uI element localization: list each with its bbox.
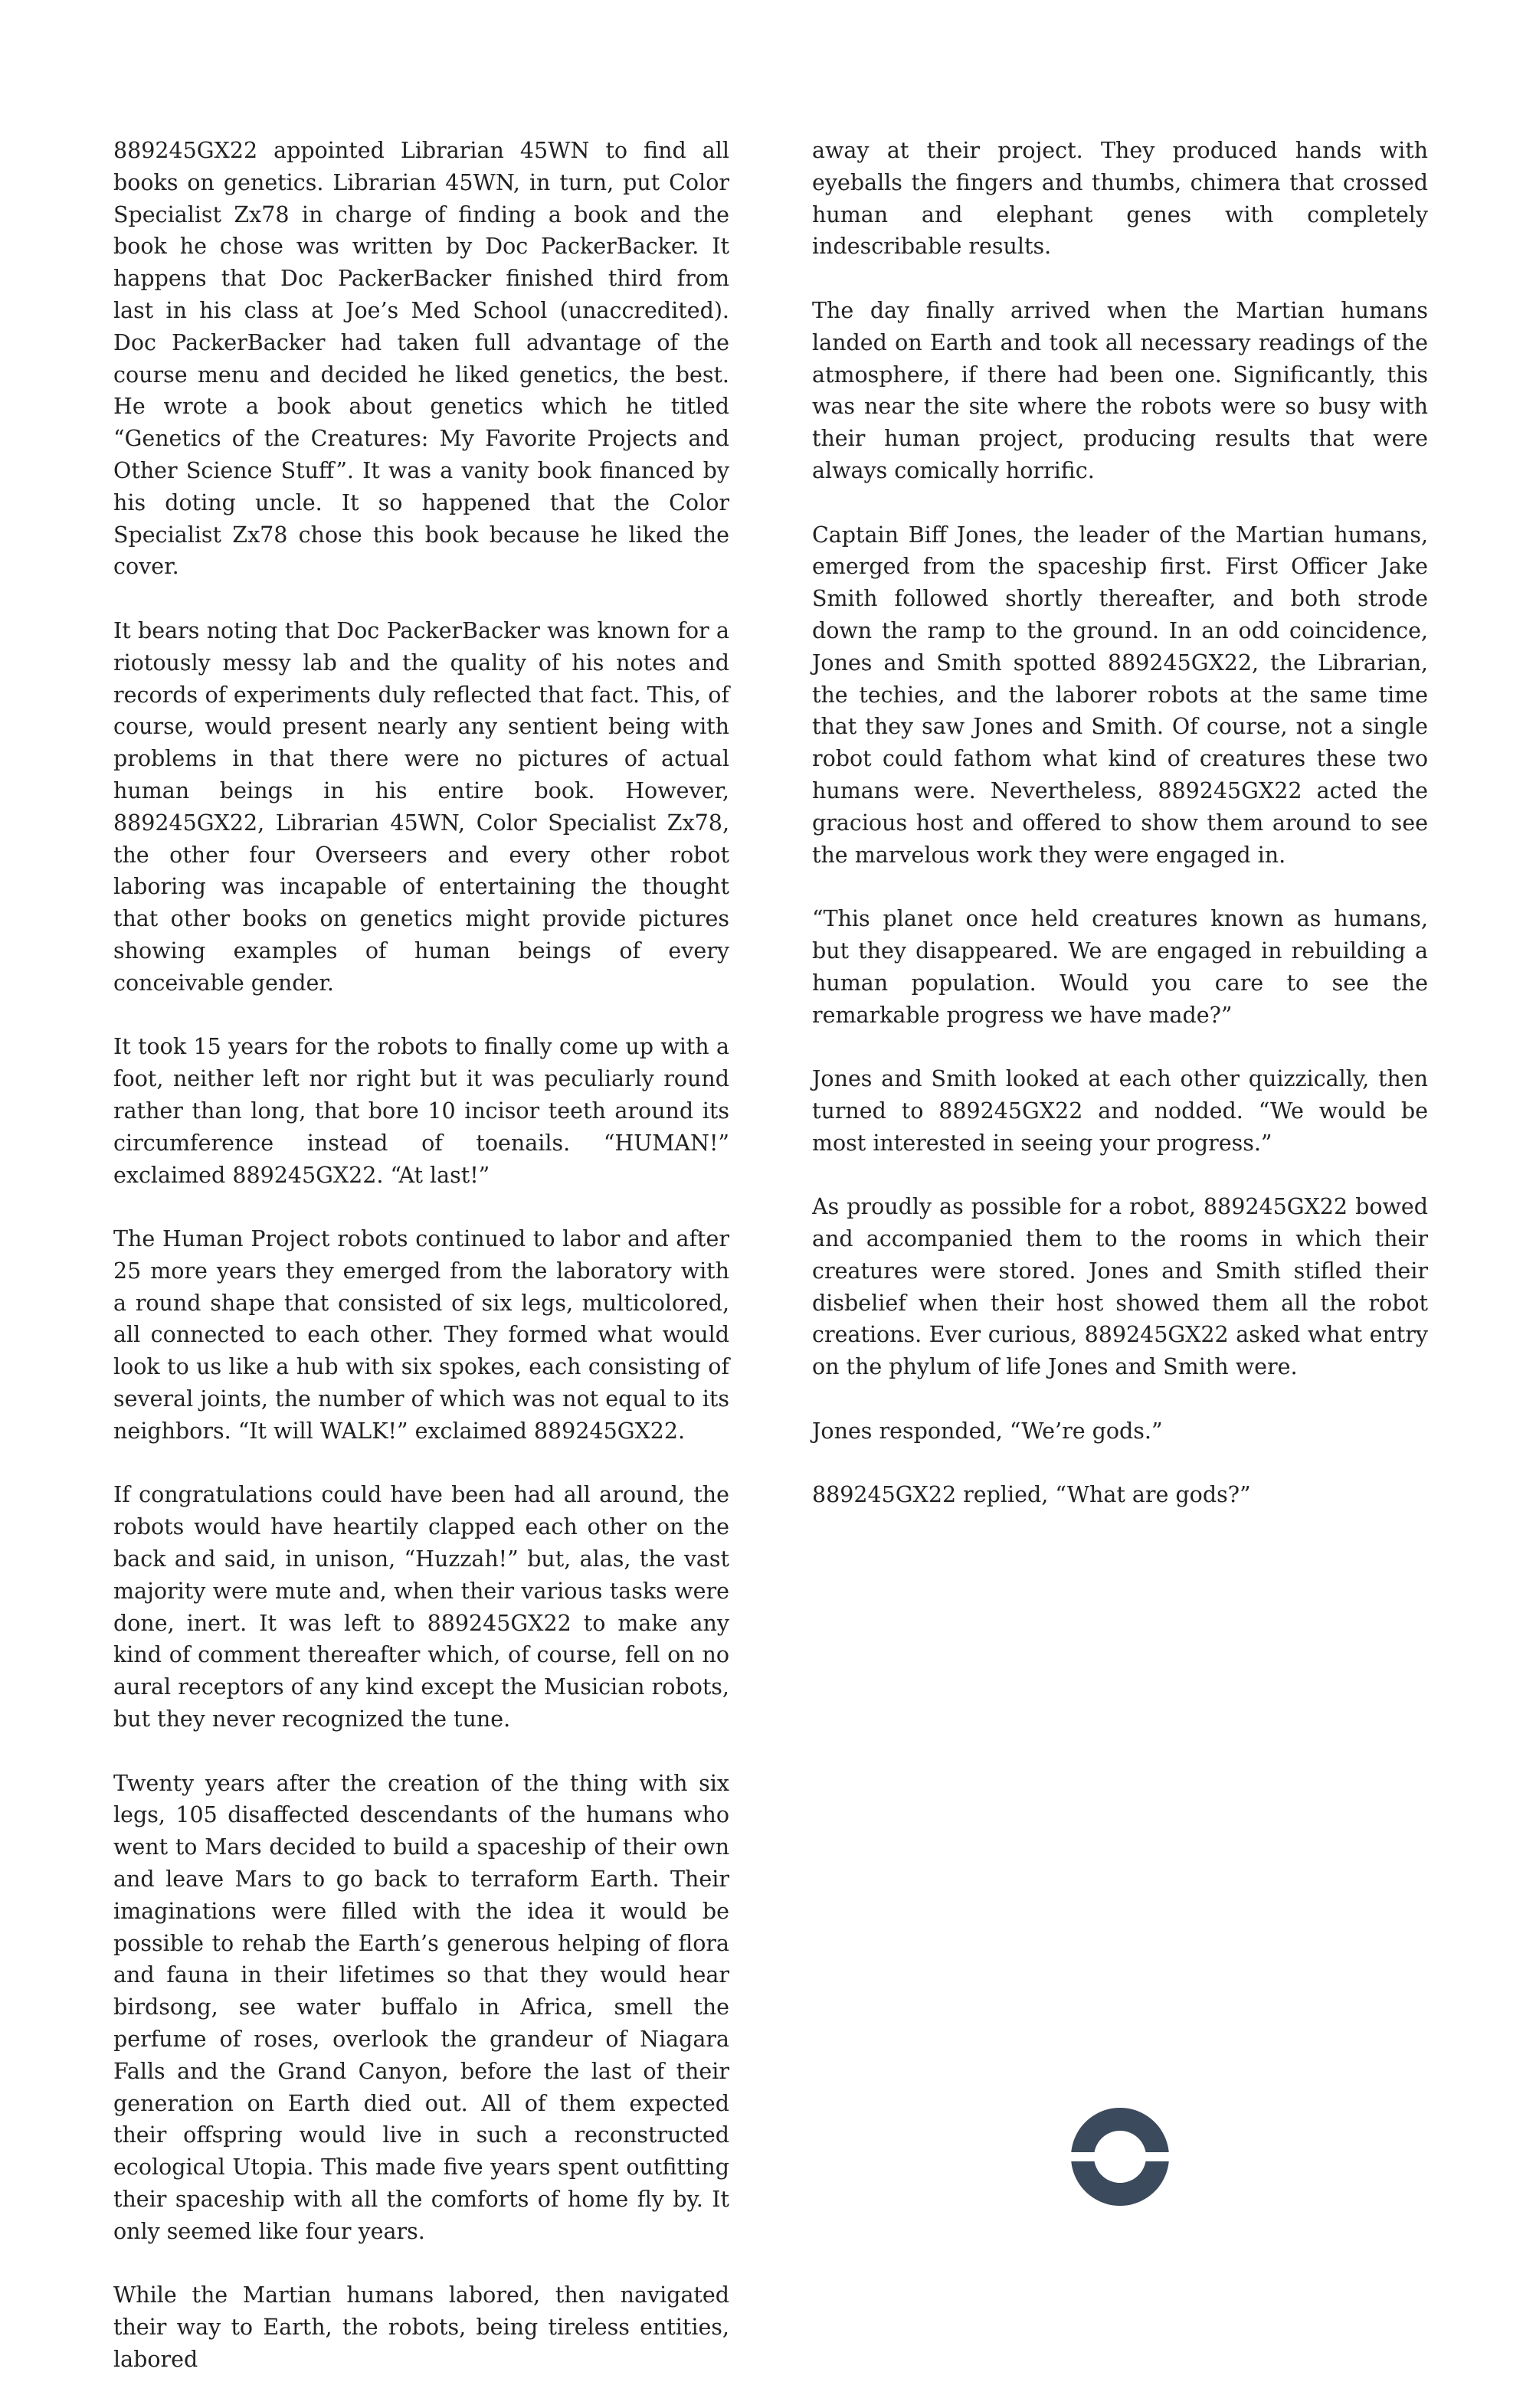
paragraph: The day finally arrived when the Martian humans landed on Earth and took all necessary readings of the atmosphere, if there had been one. Significantly, this was near the site where the robots were so busy with their human project, producing results that were always comically horrific. (812, 297, 1428, 483)
paragraph: It bears noting that Doc PackerBacker was known for a riotously messy lab and the quality of his notes and records of experiments duly reflected that fact. This, of course, would present nearly any sentient being with problems in that there were no pictures of actual human beings in his entire book. However, 889245GX22, Librarian 45WN, Color Specialist Zx78, the other four Overseers and every other robot laboring was incapable of entertaining the thought that other books on genetics might provide pictures showing examples of human beings of every conceivable gender. (113, 617, 729, 996)
paragraph: Captain Biff Jones, the leader of the Martian humans, emerged from the spaceship first. First Officer Jake Smith followed shortly thereafter, and both strode down the ramp to the ground. In an odd coincidence, Jones and Smith spotted 889245GX22, the Librarian, the techies, and the laborer robots at the same time that they saw Jones and Smith. Of course, not a single robot could fathom what kind of creatures these two humans were. Nevertheless, 889245GX22 acted the gracious host and offered to show them around to see the marvelous work they were engaged in. (812, 522, 1428, 868)
paragraph: It took 15 years for the robots to finally come up with a foot, neither left nor right but it was peculiarly round rather than long, that bore 10 incisor teeth around its circumference instead of toenails. “HUMAN!” exclaimed 889245GX22. “At last!” (113, 1034, 729, 1188)
right-text-column (812, 135, 1428, 1543)
paragraph: 889245GX22 replied, “What are gods?” (812, 1482, 1251, 1508)
paragraph: away at their project. They produced hands with eyeballs the fingers and thumbs, chimera that crossed human and elephant genes with completely indescribable results. (812, 138, 1428, 260)
paragraph: Jones responded, “We’re gods.” (812, 1418, 1163, 1444)
paragraph: 889245GX22 appointed Librarian 45WN to find all books on genetics. Librarian 45WN, in turn, put Color Specialist Zx78 in charge of finding a book and the book he chose was written by Doc PackerBacker. It happens that Doc PackerBacker finished third from last in his class at Joe’s Med School (unaccredited). Doc PackerBacker had taken full advantage of the course menu and decided he liked genetics, the best. He wrote a book about genetics which he titled “Genetics of the Creatures: My Favorite Projects and Other Science Stuff”. It was a vanity book financed by his doting uncle. It so happened that the Color Specialist Zx78 chose this book because he liked the cover. (113, 138, 729, 580)
paragraph: While the Martian humans labored, then navigated their way to Earth, the robots, being tireless entities, labored (113, 2282, 729, 2372)
split-circle-logo-icon (1071, 2108, 1169, 2206)
paragraph: “This planet once held creatures known as humans, but they disappeared. We are engaged in rebuilding a human population. Would you care to see the remarkable progress we have made?” (812, 906, 1428, 1028)
paragraph: Twenty years after the creation of the thing with six legs, 105 disaffected descendants of the humans who went to Mars decided to build a spaceship of their own and leave Mars to go back to terraform Earth. Their imaginations were filled with the idea it would be possible to rehab the Earth’s generous helping of flora and fauna in their lifetimes so that they would hear birdsong, see water buffalo in Africa, smell the perfume of roses, overlook the grandeur of Niagara Falls and the Grand Canyon, before the last of their generation on Earth died out. All of them expected their offspring would live in such a reconstructed ecological Utopia. This made five years spent outfitting their spaceship with all the comforts of home fly by. It only seemed like four years. (113, 1770, 729, 2244)
left-text-column (113, 135, 729, 2408)
paragraph: If congratulations could have been had all around, the robots would have heartily clapped each other on the back and said, in unison, “Huzzah!” but, alas, the vast majority were mute and, when their various tasks were done, inert. It was left to 889245GX22 to make any kind of comment thereafter which, of course, fell on no aural receptors of any kind except the Musician robots, but they never recognized the tune. (113, 1482, 729, 1732)
paragraph: The Human Project robots continued to labor and after 25 more years they emerged from the laboratory with a round shape that consisted of six legs, multicolored, all connected to each other. They formed what would look to us like a hub with six spokes, each consisting of several joints, the number of which was not equal to its neighbors. “It will WALK!” exclaimed 889245GX22. (113, 1226, 729, 1444)
paragraph: As proudly as possible for a robot, 889245GX22 bowed and accompanied them to the rooms in which their creatures were stored. Jones and Smith stifled their disbelief when their host showed them all the robot creations. Ever curious, 889245GX22 asked what entry on the phylum of life Jones and Smith were. (812, 1194, 1428, 1380)
paragraph: Jones and Smith looked at each other quizzically, then turned to 889245GX22 and nodded. “We would be most interested in seeing your progress.” (812, 1066, 1428, 1156)
